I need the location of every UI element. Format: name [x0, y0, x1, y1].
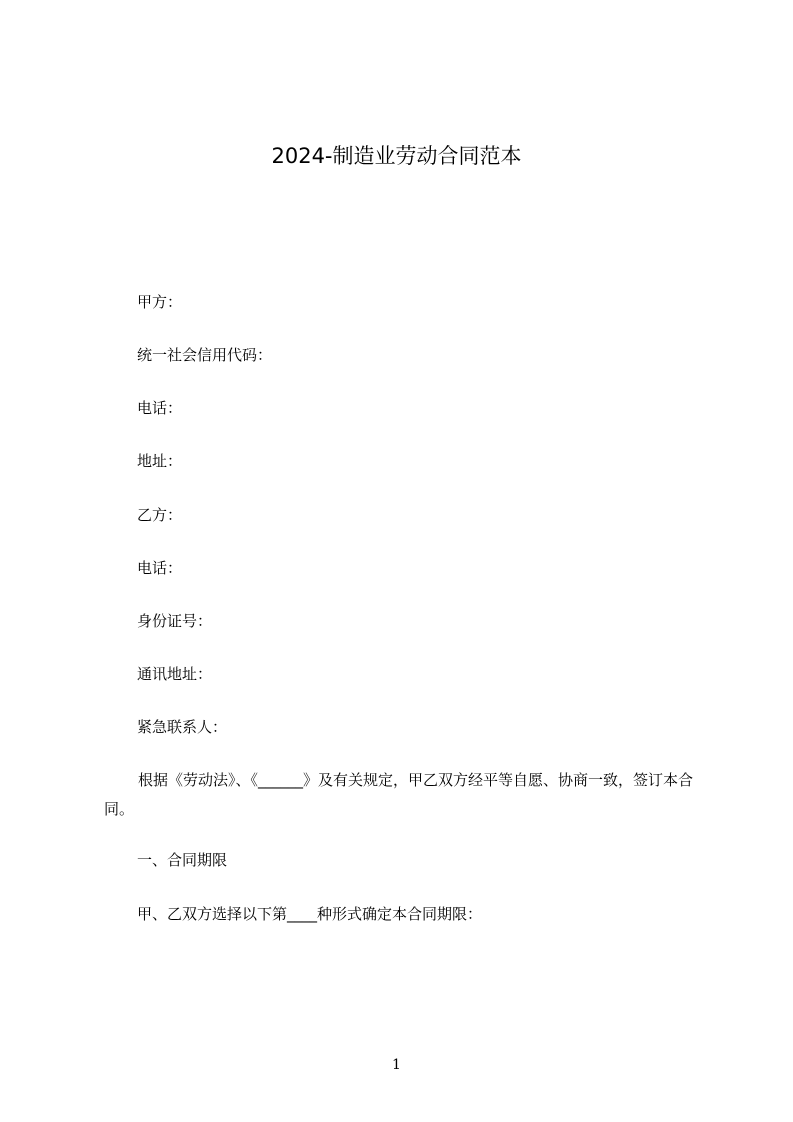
- document-title: 2024-制造业劳动合同范本: [271, 144, 522, 168]
- intro-paragraph: 根据《劳动法》、《______》及有关规定，甲乙双方经平等自愿、协商一致，签订本合同。: [104, 771, 694, 818]
- party-a-address-label: 地址：: [137, 452, 183, 470]
- party-a-label: 甲方：: [137, 293, 183, 311]
- page-number: 1: [392, 1057, 401, 1073]
- emergency-contact-label: 紧急联系人：: [137, 718, 228, 736]
- party-a-phone-label: 电话：: [137, 399, 183, 417]
- mailing-address-label: 通讯地址：: [137, 665, 213, 683]
- id-number-label: 身份证号：: [137, 612, 213, 630]
- section-1-text: 甲、乙双方选择以下第____种形式确定本合同期限：: [137, 905, 483, 923]
- credit-code-label: 统一社会信用代码：: [137, 346, 273, 364]
- party-b-label: 乙方：: [137, 506, 183, 524]
- section-1-heading: 一、合同期限: [137, 851, 228, 869]
- party-b-phone-label: 电话：: [137, 559, 183, 577]
